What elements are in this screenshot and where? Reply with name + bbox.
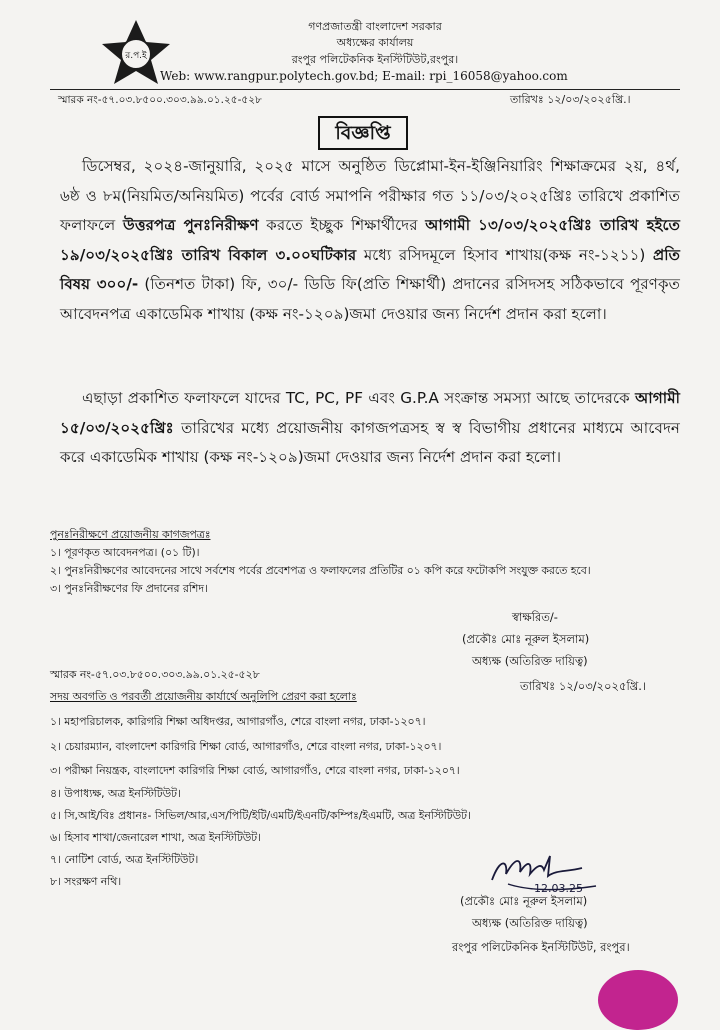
final-signer-institute: রংপুর পলিটেকনিক ইনস্টিটিউট, রংপুর। [452, 940, 630, 954]
copy-recipient: ২। চেয়ারম্যান, বাংলাদেশ কারিগরি শিক্ষা বোর্ড, আগারগাঁও, শেরে বাংলা নগর, ঢাকা-১২০৭। [50, 740, 442, 753]
header-divider [50, 89, 680, 90]
notice-paragraph-2: এছাড়া প্রকাশিত ফলাফলে যাদের TC, PC, PF এবং G.P.A সংক্রান্ত সমস্যা আছে তাদেরকে আগামী ১৫/০৩/২০২৫খ্রিঃ তারিখের মধ্যে প্রয়োজনীয় কাগজপত্রসহ স্ব স্ব বিভাগীয় প্রধানের মাধ্যমে আবেদন করে একাডেমিক শাখায় (কক্ষ নং-১২০৯)জমা দেওয়ার জন্য নির্দেশ প্রদান করা হলো। [60, 389, 680, 466]
signer-role: অধ্যক্ষ (অতিরিক্ত দায়িত্ব) [472, 654, 588, 668]
documents-item: ৩। পুনঃনিরীক্ষণের ফি প্রদানের রশিদ। [50, 582, 208, 595]
header-institute: রংপুর পলিটেকনিক ইনস্টিটিউট,রংপুর। [291, 53, 459, 66]
final-signer-role: অধ্যক্ষ (অতিরিক্ত দায়িত্ব) [472, 916, 588, 930]
header-office: অধ্যক্ষের কার্যালয় [336, 36, 414, 49]
pink-blob [598, 970, 678, 1030]
header-government: গণপ্রজাতন্ত্রী বাংলাদেশ সরকার [308, 20, 442, 33]
header-web-email: Web: www.rangpur.polytech.gov.bd; E-mail: rpi_16058@yahoo.com [160, 69, 568, 83]
copy-recipient: ১। মহাপরিচালক, কারিগরি শিক্ষা অধিদপ্তর, আগারগাঁও, শেরে বাংলা নগর, ঢাকা-১২০৭। [50, 715, 426, 728]
memo-date: তারিখঃ ১২/০৩/২০২৫খ্রি.। [510, 93, 631, 106]
signature-date: 12.03.25 [534, 882, 583, 895]
copy-memo-date: তারিখঃ ১২/০৩/২০২৫খ্রি.। [520, 679, 647, 693]
notice-paragraph-1: ডিসেম্বর, ২০২৪-জানুয়ারি, ২০২৫ মাসে অনুষ্ঠিত ডিপ্লোমা-ইন-ইঞ্জিনিয়ারিং শিক্ষাক্রমের ২য়, ৪র্থ, ৬ষ্ঠ ও ৮ম(নিয়মিত/অনিয়মিত) পর্বের বোর্ড সমাপনি পরীক্ষার গত ১১/০৩/২০২৫খ্রিঃ তারিখে প্রকাশিত ফলাফলে উত্তরপত্র পুনঃনিরীক্ষণ করতে ইচ্ছুক শিক্ষার্থীদের আগামী ১৩/০৩/২০২৫খ্রিঃ তারিখ হইতে ১৯/০৩/২০২৫খ্রিঃ তারিখ বিকাল ৩.০০ঘটিকার মধ্যে রসিদমূলে হিসাব শাখায়(কক্ষ নং-১২১১) প্রতি বিষয় ৩০০/- (তিনশত টাকা) ফি, ৩০/- ডিডি ফি(প্রতি শিক্ষার্থী) প্রদানের রসিদসহ সঠিকভাবে পূরণকৃত আবেদনপত্র একাডেমিক শাখায় (কক্ষ নং-১২০৯)জমা দেওয়ার জন্য নির্দেশ প্রদান করা হলো। [60, 157, 681, 323]
logo-text: র.প.ই [125, 51, 147, 61]
copy-recipient: ৪। উপাধ্যক্ষ, অত্র ইনস্টিটিউট। [50, 787, 181, 800]
signer-name: (প্রকৌঃ মোঃ নূরুল ইসলাম) [462, 632, 590, 646]
copy-memo-ref: স্মারক নং-৫৭.০৩.৮৫০০.৩০৩.৯৯.০১.২৫-৫২৮ [50, 668, 260, 681]
memo-ref: স্মারক নং-৫৭.০৩.৮৫০০.৩০৩.৯৯.০১.২৫-৫২৮ [58, 94, 262, 106]
copy-recipient: ৮। সংরক্ষণ নথি। [50, 875, 122, 888]
copy-recipient: ৫। সি,আই/বিঃ প্রধানঃ- সিভিল/আর,এস/পিটি/ইটি/এমটি/ইএনটি/কম্পিঃ/ইএমটি, অত্র ইনস্টিটিউট। [50, 809, 471, 822]
documents-heading: পুনঃনিরীক্ষণে প্রয়োজনীয় কাগজপত্রঃ [50, 528, 211, 541]
copy-recipient: ৩। পরীক্ষা নিয়ন্ত্রক, বাংলাদেশ কারিগরি শিক্ষা বোর্ড, আগারগাঁও, শেরে বাংলা নগর, ঢাকা-১২০৭। [50, 764, 460, 777]
documents-item: ১। পূরণকৃত আবেদনপত্র। (০১ টি)। [50, 546, 200, 559]
final-signer-name: (প্রকৌঃ মোঃ নূরুল ইসলাম) [460, 894, 588, 908]
signed-mark: স্বাক্ষরিত/- [512, 610, 558, 624]
copy-recipient: ৭। নোটিশ বোর্ড, অত্র ইনস্টিটিউট। [50, 853, 199, 866]
copy-recipient: ৬। হিসাব শাখা/জেনারেল শাখা, অত্র ইনস্টিটিউট। [50, 831, 261, 844]
copy-heading: সদয় অবগতি ও পরবর্তী প্রয়োজনীয় কার্যার্থে অনুলিপি প্রেরণ করা হলোঃ [50, 690, 357, 703]
documents-item: ২। পুনঃনিরীক্ষণের আবেদনের সাথে সর্বশেষ পর্বের প্রবেশপত্র ও ফলাফলের প্রতিটির ০১ কপি করে ফটোকপি সংযুক্ত করতে হবে। [50, 564, 591, 577]
notice-title: বিজ্ঞপ্তি [318, 116, 408, 150]
handwritten-signature [486, 850, 616, 898]
